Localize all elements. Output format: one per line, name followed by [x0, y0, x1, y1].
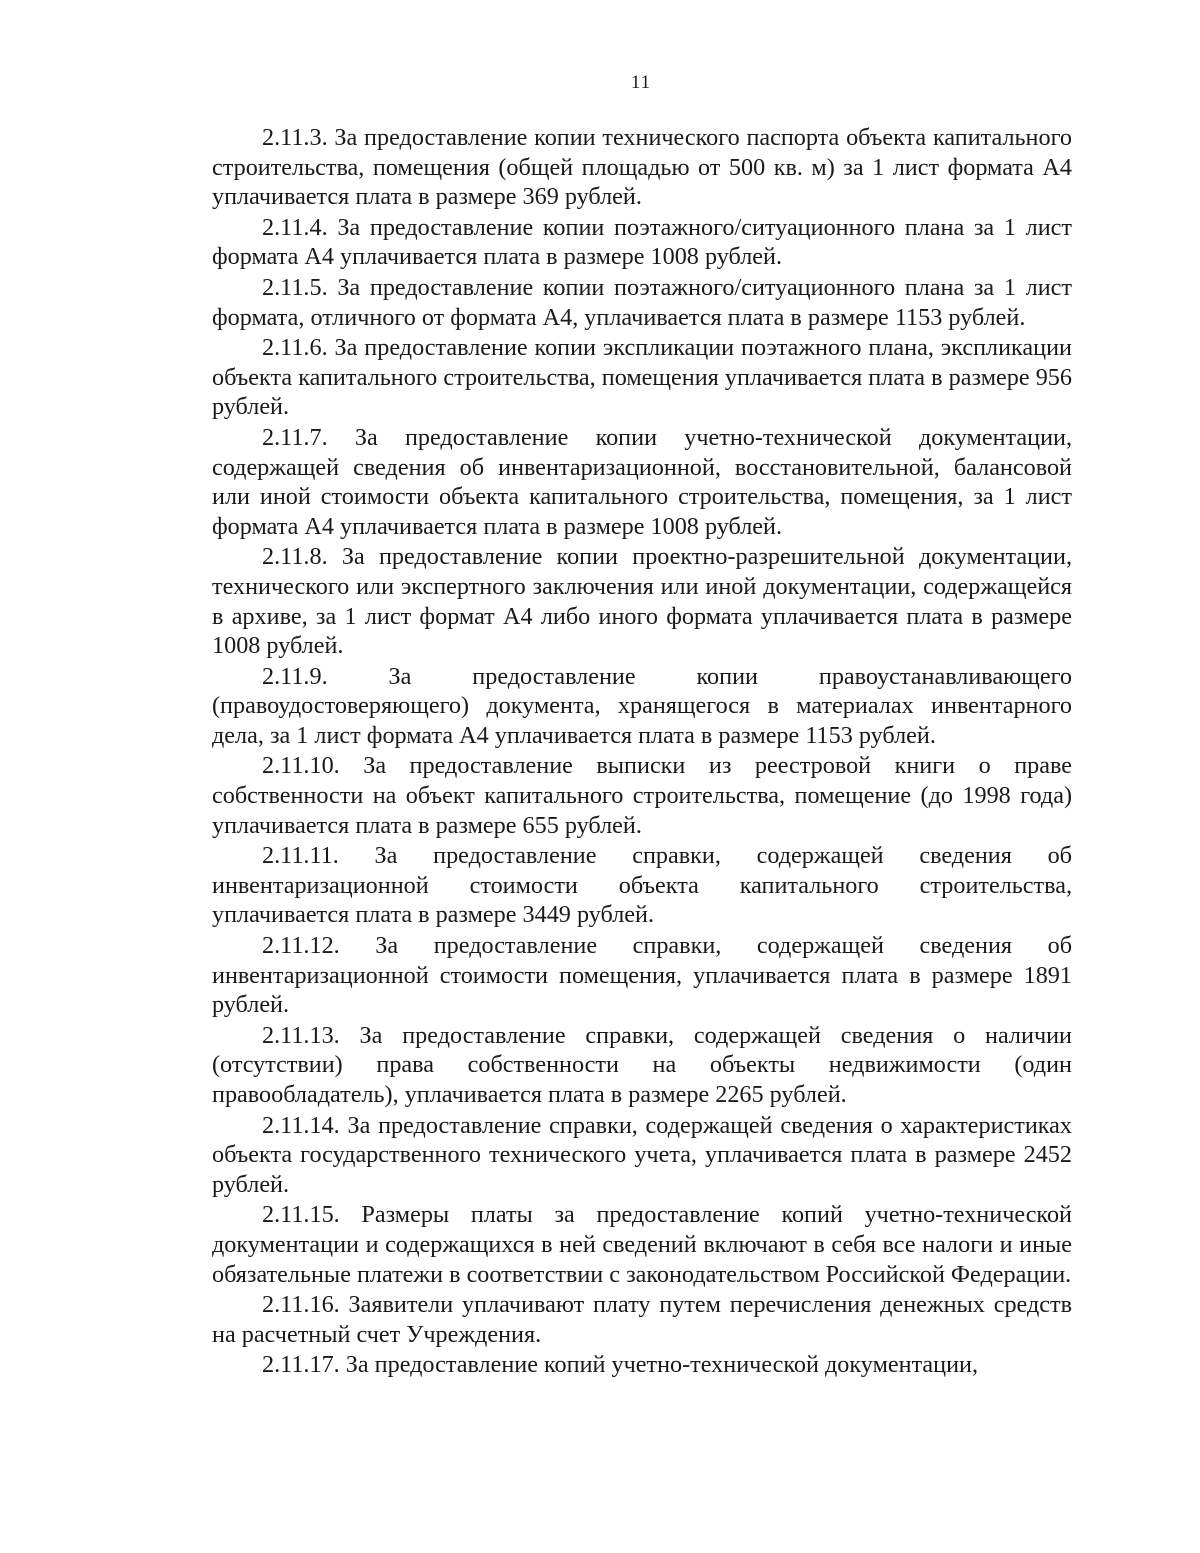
paragraph-2-11-4: 2.11.4. За предоставление копии поэтажного/ситуационного плана за 1 лист формата А4 уплачивается плата в размере 1008 рублей.	[212, 213, 1072, 271]
paragraph-2-11-17: 2.11.17. За предоставление копий учетно-технической документации,	[262, 1351, 979, 1379]
paragraph-2-11-16: 2.11.16. Заявители уплачивают плату путем перечисления денежных средств на расчетный счет Учреждения.	[212, 1291, 1072, 1348]
paragraph-2-11-15: 2.11.15. Размеры платы за предоставление копий учетно-технической документации и содержащихся в ней сведений включают в себя все налоги и иные обязательные платежи в соответствии с законодательством Российской Федерации.	[212, 1201, 1072, 1288]
paragraph-2-11-7: 2.11.7. За предоставление копии учетно-технической документации, содержащей сведения об инвентаризационной, восстановительной, балансовой или иной стоимости объекта капитального строительства, помещения, за 1 лист формата А4 уплачивается плата в размере 1008 рублей.	[212, 423, 1072, 540]
paragraph-2-11-6: 2.11.6. За предоставление копии экспликации поэтажного плана, экспликации объекта капитального строительства, помещения уплачивается плата в размере 956 рублей.	[212, 334, 1072, 421]
document-body	[212, 123, 1072, 1381]
paragraph-2-11-14: 2.11.14. За предоставление справки, содержащей сведения о характеристиках объекта государственного технического учета, уплачивается плата в размере 2452 рублей.	[212, 1111, 1072, 1198]
paragraph-2-11-13: 2.11.13. За предоставление справки, содержащей сведения о наличии (отсутствии) права собственности на объекты недвижимости (один правообладатель), уплачивается плата в размере 2265 рублей.	[212, 1021, 1072, 1108]
paragraph-2-11-10: 2.11.10. За предоставление выписки из реестровой книги о праве собственности на объект капитального строительства, помещение (до 1998 года) уплачивается плата в размере 655 рублей.	[212, 752, 1072, 839]
paragraph-2-11-9: 2.11.9. За предоставление копии правоустанавливающего (правоудостоверяющего) документа, хранящегося в материалах инвентарного дела, за 1 лист формата А4 уплачивается плата в размере 1153 рублей.	[212, 662, 1072, 749]
paragraph-2-11-11: 2.11.11. За предоставление справки, содержащей сведения об инвентаризационной стоимости объекта капитального строительства, уплачивается плата в размере 3449 рублей.	[212, 842, 1072, 929]
paragraph-2-11-12: 2.11.12. За предоставление справки, содержащей сведения об инвентаризационной стоимости помещения, уплачивается плата в размере 1891 рублей.	[212, 932, 1072, 1019]
paragraph-2-11-5: 2.11.5. За предоставление копии поэтажного/ситуационного плана за 1 лист формата, отличного от формата А4, уплачивается плата в размере 1153 рублей.	[212, 273, 1072, 331]
page-number: 11	[630, 72, 652, 93]
paragraph-2-11-8: 2.11.8. За предоставление копии проектно-разрешительной документации, технического или экспертного заключения или иной документации, содержащейся в архиве, за 1 лист формат А4 либо иного формата уплачивается плата в размере 1008 рублей.	[212, 543, 1072, 660]
paragraph-2-11-3: 2.11.3. За предоставление копии технического паспорта объекта капитального строительства, помещения (общей площадью от 500 кв. м) за 1 лист формата А4 уплачивается плата в размере 369 рублей.	[212, 124, 1072, 211]
